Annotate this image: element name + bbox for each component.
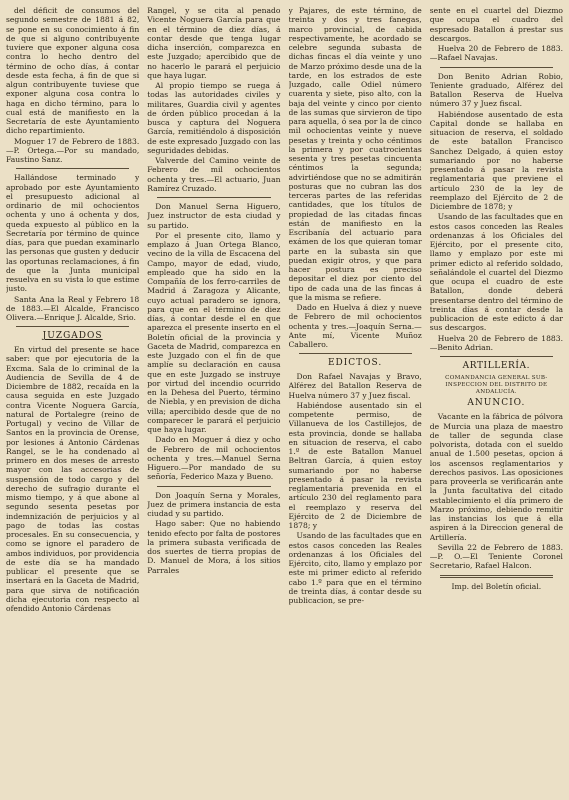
paragraph: Huelva 20 de Febrero de 1883.—Benito Adrian. — [429, 333, 563, 352]
separator-rule — [157, 486, 270, 487]
paragraph: Por el presente cito, llamo y emplazo á Juan Ortega Blanco, vecino de la villa de Escacena del Campo, mayor de edad, viudo, empleado que ha sido en la Compañía de los ferro-carriles de Madrid á Zaragoza y Alicante, cuyo actual paradero se ignora, para que en el término de diez días, á contar desde el en que aparezca el presente inserto en el Boletín oficial de la provincia y Gaceta de Madrid, comparezca en este Juzgado con el fin de que amplíe su declaración en causa que en este Juzgado se instruye por virtud del incendio ocurrido en la Dehesa del Puerto, término de Niebla, y en prevision de dicha villa; apercibido desde que de no comparecer le parará el perjuicio que haya lugar. — [147, 230, 281, 434]
paragraph: Don Rafael Navajas y Bravo, Alférez del Batallon Reserva de Huelva número 37 y Juez fiscal. — [288, 372, 422, 400]
section-subheading: COMANDANCIA GENERAL SUB-INSPECCION DEL DISTRITO DE ANDALUCÍA. — [445, 374, 548, 395]
section-heading: EDICTOS. — [327, 358, 383, 369]
paragraph: Usando de las facultades que en estos casos conceden las Reales ordenanzas á los Oficiales del Ejército, cito, llamo y emplazo por este mi primer edicto al referido cabo 1.º para que en el término de treinta días, á contar desde su publicacion, se pre- — [288, 531, 422, 606]
section-heading: ANUNCIO. — [467, 398, 526, 409]
paragraph: Don Manuel Serna Higuero, Juez instructor de esta ciudad y su partido. — [147, 202, 281, 230]
paragraph: y Pajares, de este término, de treinta y dos y tres fanegas, marco provincial, de cabida respectivamente, he acordado se celebre segunda subasta de dichas fincas el día veinte y uno de Marzo próximo desde una de la tarde, en los estrados de este Juzgado, calle Odiel número cuarenta y siete, piso alto, con la baja del veinte y cinco por ciento de las sumas que sirvieron de tipo para aquella, ó sea por la de cinco mil ochocientas veinte y nueve pesetas y treinta y ocho céntimos la primera y por cuatrocientas sesenta y tres pesetas cincuenta céntimos la segunda; advirtiéndose que no se admitirán posturas que no cubran las dos terceras partes de las referidas cantidades, que los títulos de propiedad de las citadas fincas están de manifiesto en la Escribanía del actuario para exámen de los que quieran tomar parte en la subasta sin que puedan exigir otros, y que para hacer postura es preciso depositar el diez por ciento del tipo de cada una de las fincas á que la misma se refiere. — [288, 6, 422, 302]
paragraph: Al propio tiempo se ruega á todas las autoridades civiles y militares, Guardia civil y agentes de órden público procedan á la busca y captura del Noguera García, remitiéndolo á disposición de este expresado Juzgado con las seguridades debidas. — [147, 81, 281, 155]
paragraph: Habiéndose ausentado sin el competente permiso, de Villanueva de los Castillejos, de esta provincia, donde se hallaba en situacion de reserva, el cabo 1.º de este Batallon Manuel Beltran García, á quien estoy sumariando por no haberse presentado á pasar la revista reglamentaria prevenida en el artículo 230 del reglamento para el reemplazo y reserva del Ejército de 2 de Diciembre de 1878; y — [288, 400, 422, 531]
separator-rule — [440, 356, 553, 357]
separator-rule — [440, 575, 553, 578]
paragraph: Dado en Huelva á diez y nueve de Febrero de mil ochocientos ochenta y tres.—Joaquín Serna.—Ante mí, Vicente Muñoz Caballero. — [288, 303, 422, 349]
separator-rule — [16, 168, 129, 169]
paragraph: Don Joaquín Serna y Morales, Juez de primera instancia de esta ciudad y su partido. — [147, 490, 281, 518]
paragraph: Usando de las facultades que en estos casos conceden las Reales ordenanzas á los Oficiales del Ejército, por el presente cito, llamo y emplazo por este mi primer edicto al referido soldado, señalándole el cuartel del Diezmo que ocupa el cuadro de este Batallon, donde deberá presentarse dentro del término de treinta días á contar desde la publicacion de este edicto á dar sus descargos. — [429, 212, 563, 333]
column-1 — [6, 6, 139, 800]
paragraph: del déficit de consumos del segundo semestre de 1881 á 82, se pone en su conocimiento á fin de que si alguno contribuyente tuviere que exponer alguna cosa contra lo hecho dentro del término de ocho días, á contar desde esta fecha, á fin de que si algun contribuyente tuviese que exponer alguna cosa contra lo haga en dicho término, para lo cual está de manifiesto en la Secretaría de este Ayuntamiento dicho repartimiento. — [6, 6, 140, 136]
section-heading: JUZGADOS — [42, 331, 103, 342]
paragraph: Vacante en la fábrica de pólvora de Murcia una plaza de maestro de taller de segunda clase polvorista, dotada con el sueldo anual de 1.500 pesetas, opcion á los ascensos reglamentarios y derechos pasivos. Las oposiciones para proveerla se verificarán ante la Junta facultativa del citado establecimiento el día primero de Marzo próximo, debiendo remitir las instancias los que á ella aspiren á la Direccion general de Artillería. — [429, 412, 563, 542]
paragraph: Don Benito Adrian Robio, Teniente graduado, Alférez del Batallon Reserva de Huelva número 37 y Juez fiscal. — [429, 71, 563, 109]
columns — [6, 6, 563, 800]
paragraph: Sevilla 22 de Febrero de 1883.—P. O.—El Teniente Coronel Secretario, Rafael Halcon. — [429, 542, 563, 571]
paragraph: Valverde del Camino veinte de Febrero de mil ochocientos ochenta y tres.—El actuario, Juan Ramírez Cruzado. — [147, 156, 281, 193]
paragraph: Rangel, y se cita al penado Vicente Noguera García para que en el término de diez días, á contar desde que tenga lugar dicha inserción, comparezca en este Juzgado; apercibido que de no hacerlo le parará el perjuicio que haya lugar. — [147, 6, 281, 80]
paragraph: Huelva 20 de Febrero de 1883.—Rafael Navajas. — [429, 44, 563, 63]
paragraph: En virtud del presente se hace saber: que por ejecutoria de la Excma. Sala de lo criminal de la Audiencia de Sevilla de 4 de Diciembre de 1882, recaída en la causa seguida en este Juzgado contra Vicente Noguera García, natural de Portalegre (reino de Portugal) y vecino de Villar de Santos en la provincia de Orense, por lesiones á Antonio Cárdenas Rangel, se le ha condenado al primero en dos meses de arresto mayor con las accesorias de suspensión de todo cargo y del derecho de sufragio durante el mismo tiempo, y á que abone al segundo sesenta pesetas por indemnización de perjuicios y al pago de todas las costas procesales. En su consecuencia, y como se ignore el paradero de ambos individuos, por providencia de este día se ha mandado publicar el presente que se insertará en la Gaceta de Madrid, para que sirva de notificación dicha ejecutoria con respecto al ofendido Antonio Cárdenas — [6, 345, 140, 614]
separator-rule — [16, 326, 129, 327]
paragraph: Moguer 17 de Febrero de 1883.—P. Ortega.—Por su mandado, Faustino Sanz. — [6, 136, 140, 164]
paragraph: sente en el cuartel del Diezmo que ocupa el cuadro del espresado Batallon á prestar sus descargos. — [429, 6, 563, 43]
paragraph: Hallándose terminado y aprobado por este Ayuntamiento el presupuesto adicional al ordinario de mil ochocientos ochenta y uno á ochenta y dos, queda expuesto al público en la Secretaría por término de quince días, para que puedan examinarlo las personas que gusten y deducir las oportunas reclamaciones, á fin de que la Junta municipal resuelva en su vista lo que estime justo. — [6, 173, 140, 294]
column-3 — [289, 6, 422, 800]
paragraph: Hago saber: Que no habiendo tenido efecto por falta de postores la primera subasta verificada de dos suertes de tierra propias de D. Manuel de Mora, á los sitios Parrales — [147, 519, 281, 575]
section-heading: ARTILLERÍA. — [462, 361, 531, 371]
paragraph: Santa Ana la Real y Febrero 18 de 1883.—El Alcalde, Francisco Olivera.—Enrique J. Alcalde, Srio. — [6, 294, 140, 322]
separator-rule — [299, 353, 412, 354]
paragraph: Dado en Moguer á diez y ocho de Febrero de mil ochocientos ochenta y tres.—Manuel Serna Higuero.—Por mandado de su señoría, Federico Maza y Bueno. — [147, 435, 281, 482]
separator-rule — [440, 67, 553, 68]
column-2 — [147, 6, 280, 800]
printer-imprint: Imp. del Boletín oficial. — [451, 581, 542, 591]
column-4 — [430, 6, 563, 800]
paragraph: Habiéndose ausentado de esta Capital donde se hallaba en situacion de reserva, el soldado de este batallon Francisco Sanchez Delgado, á quien estoy sumariando por no haberse presentado á pasar la revista reglamentaria que previene el artículo 230 de la ley de reemplazo del Ejército de 2 de Diciembre de 1878; y — [429, 109, 563, 211]
separator-rule — [157, 197, 270, 198]
